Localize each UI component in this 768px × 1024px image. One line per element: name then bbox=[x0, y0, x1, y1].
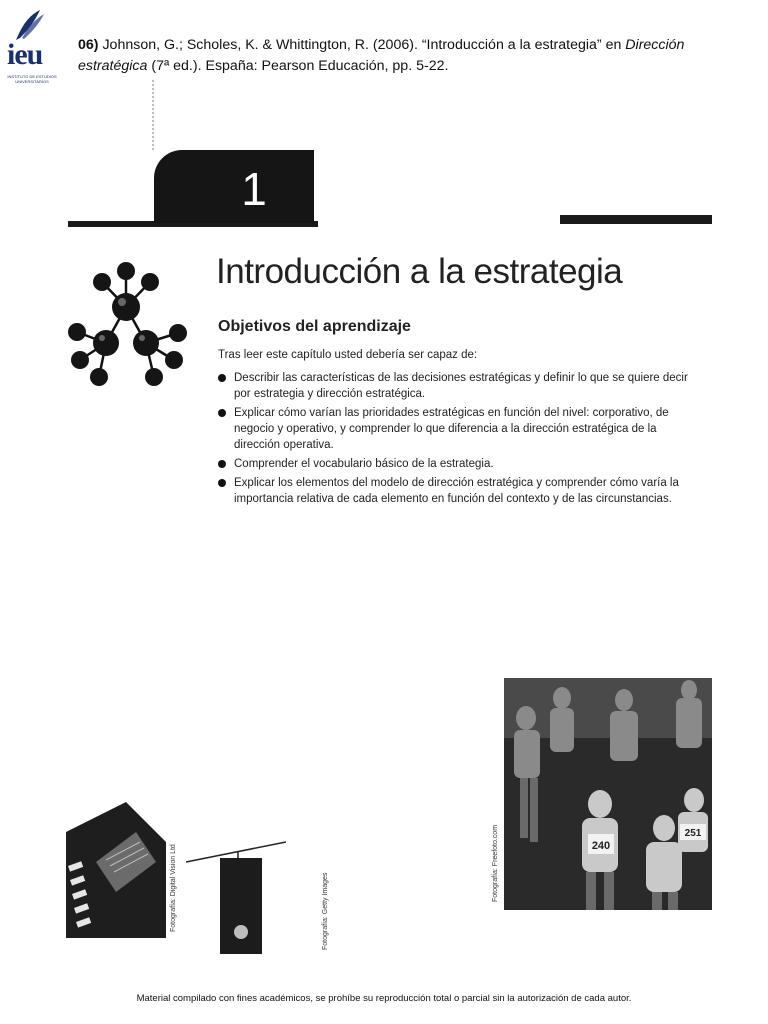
logo-subtitle: INSTITUTO DE ESTUDIOS UNIVERSITARIOS bbox=[7, 74, 57, 84]
molecule-illustration bbox=[62, 257, 192, 392]
citation-number: 06) bbox=[78, 37, 99, 53]
citation-edition: (7ª ed.). España: Pearson Educación, pp. 5-22. bbox=[147, 58, 449, 74]
objective-item: Explicar los elementos del modelo de dirección estratégica y comprender cómo varía la importancia relativa de cada elemento en función del contexto y de las circunstancias. bbox=[218, 475, 688, 507]
objectives-heading: Objetivos del aprendizaje bbox=[218, 318, 411, 335]
tag-photo-credit: Fotografía: Getty Images bbox=[322, 872, 329, 950]
quill-icon bbox=[12, 8, 48, 42]
chapter-rule-right bbox=[560, 215, 712, 224]
objective-item: Comprender el vocabulario básico de la estrategia. bbox=[218, 456, 688, 472]
citation bbox=[78, 35, 688, 77]
scan-noise bbox=[152, 80, 158, 150]
objectives-list bbox=[218, 370, 688, 510]
chapter-number: 1 bbox=[241, 163, 267, 215]
marathon-photo-credit: Fotografía: Freefoto.com bbox=[492, 824, 499, 902]
objectives-intro: Tras leer este capítulo usted debería ser capaz de: bbox=[218, 349, 478, 361]
logo-text: ieu bbox=[7, 38, 43, 71]
marathon-photo bbox=[504, 678, 712, 910]
objective-item: Describir las características de las decisiones estratégicas y definir lo que se quiere decir por estrategia y dirección estratégica. bbox=[218, 370, 688, 402]
runner-bib: 240 bbox=[591, 840, 611, 852]
citation-book-title: Dirección estratégica bbox=[78, 37, 685, 74]
tag-photo bbox=[186, 838, 286, 958]
piano-photo bbox=[66, 802, 166, 938]
footer-disclaimer: Material compilado con fines académicos, se prohíbe su reproducción total o parcial sin la autorización de cada autor. bbox=[136, 993, 632, 1004]
citation-text: Johnson, G.; Scholes, K. & Whittington, R. (2006). “Introducción a la estrategia” en bbox=[98, 37, 626, 53]
piano-photo-credit: Fotografía: Digital Vision Ltd bbox=[170, 844, 177, 932]
objective-item: Explicar cómo varían las prioridades estratégicas en función del nivel: corporativo, de negocio y operativo, y comprender lo que diferencia a la dirección estratégica de la dirección operativa. bbox=[218, 405, 688, 453]
ieu-logo bbox=[4, 8, 56, 88]
runner-bib: 251 bbox=[684, 828, 702, 839]
chapter-title: Introducción a la estrategia bbox=[216, 252, 623, 291]
chapter-number-block bbox=[154, 150, 314, 223]
